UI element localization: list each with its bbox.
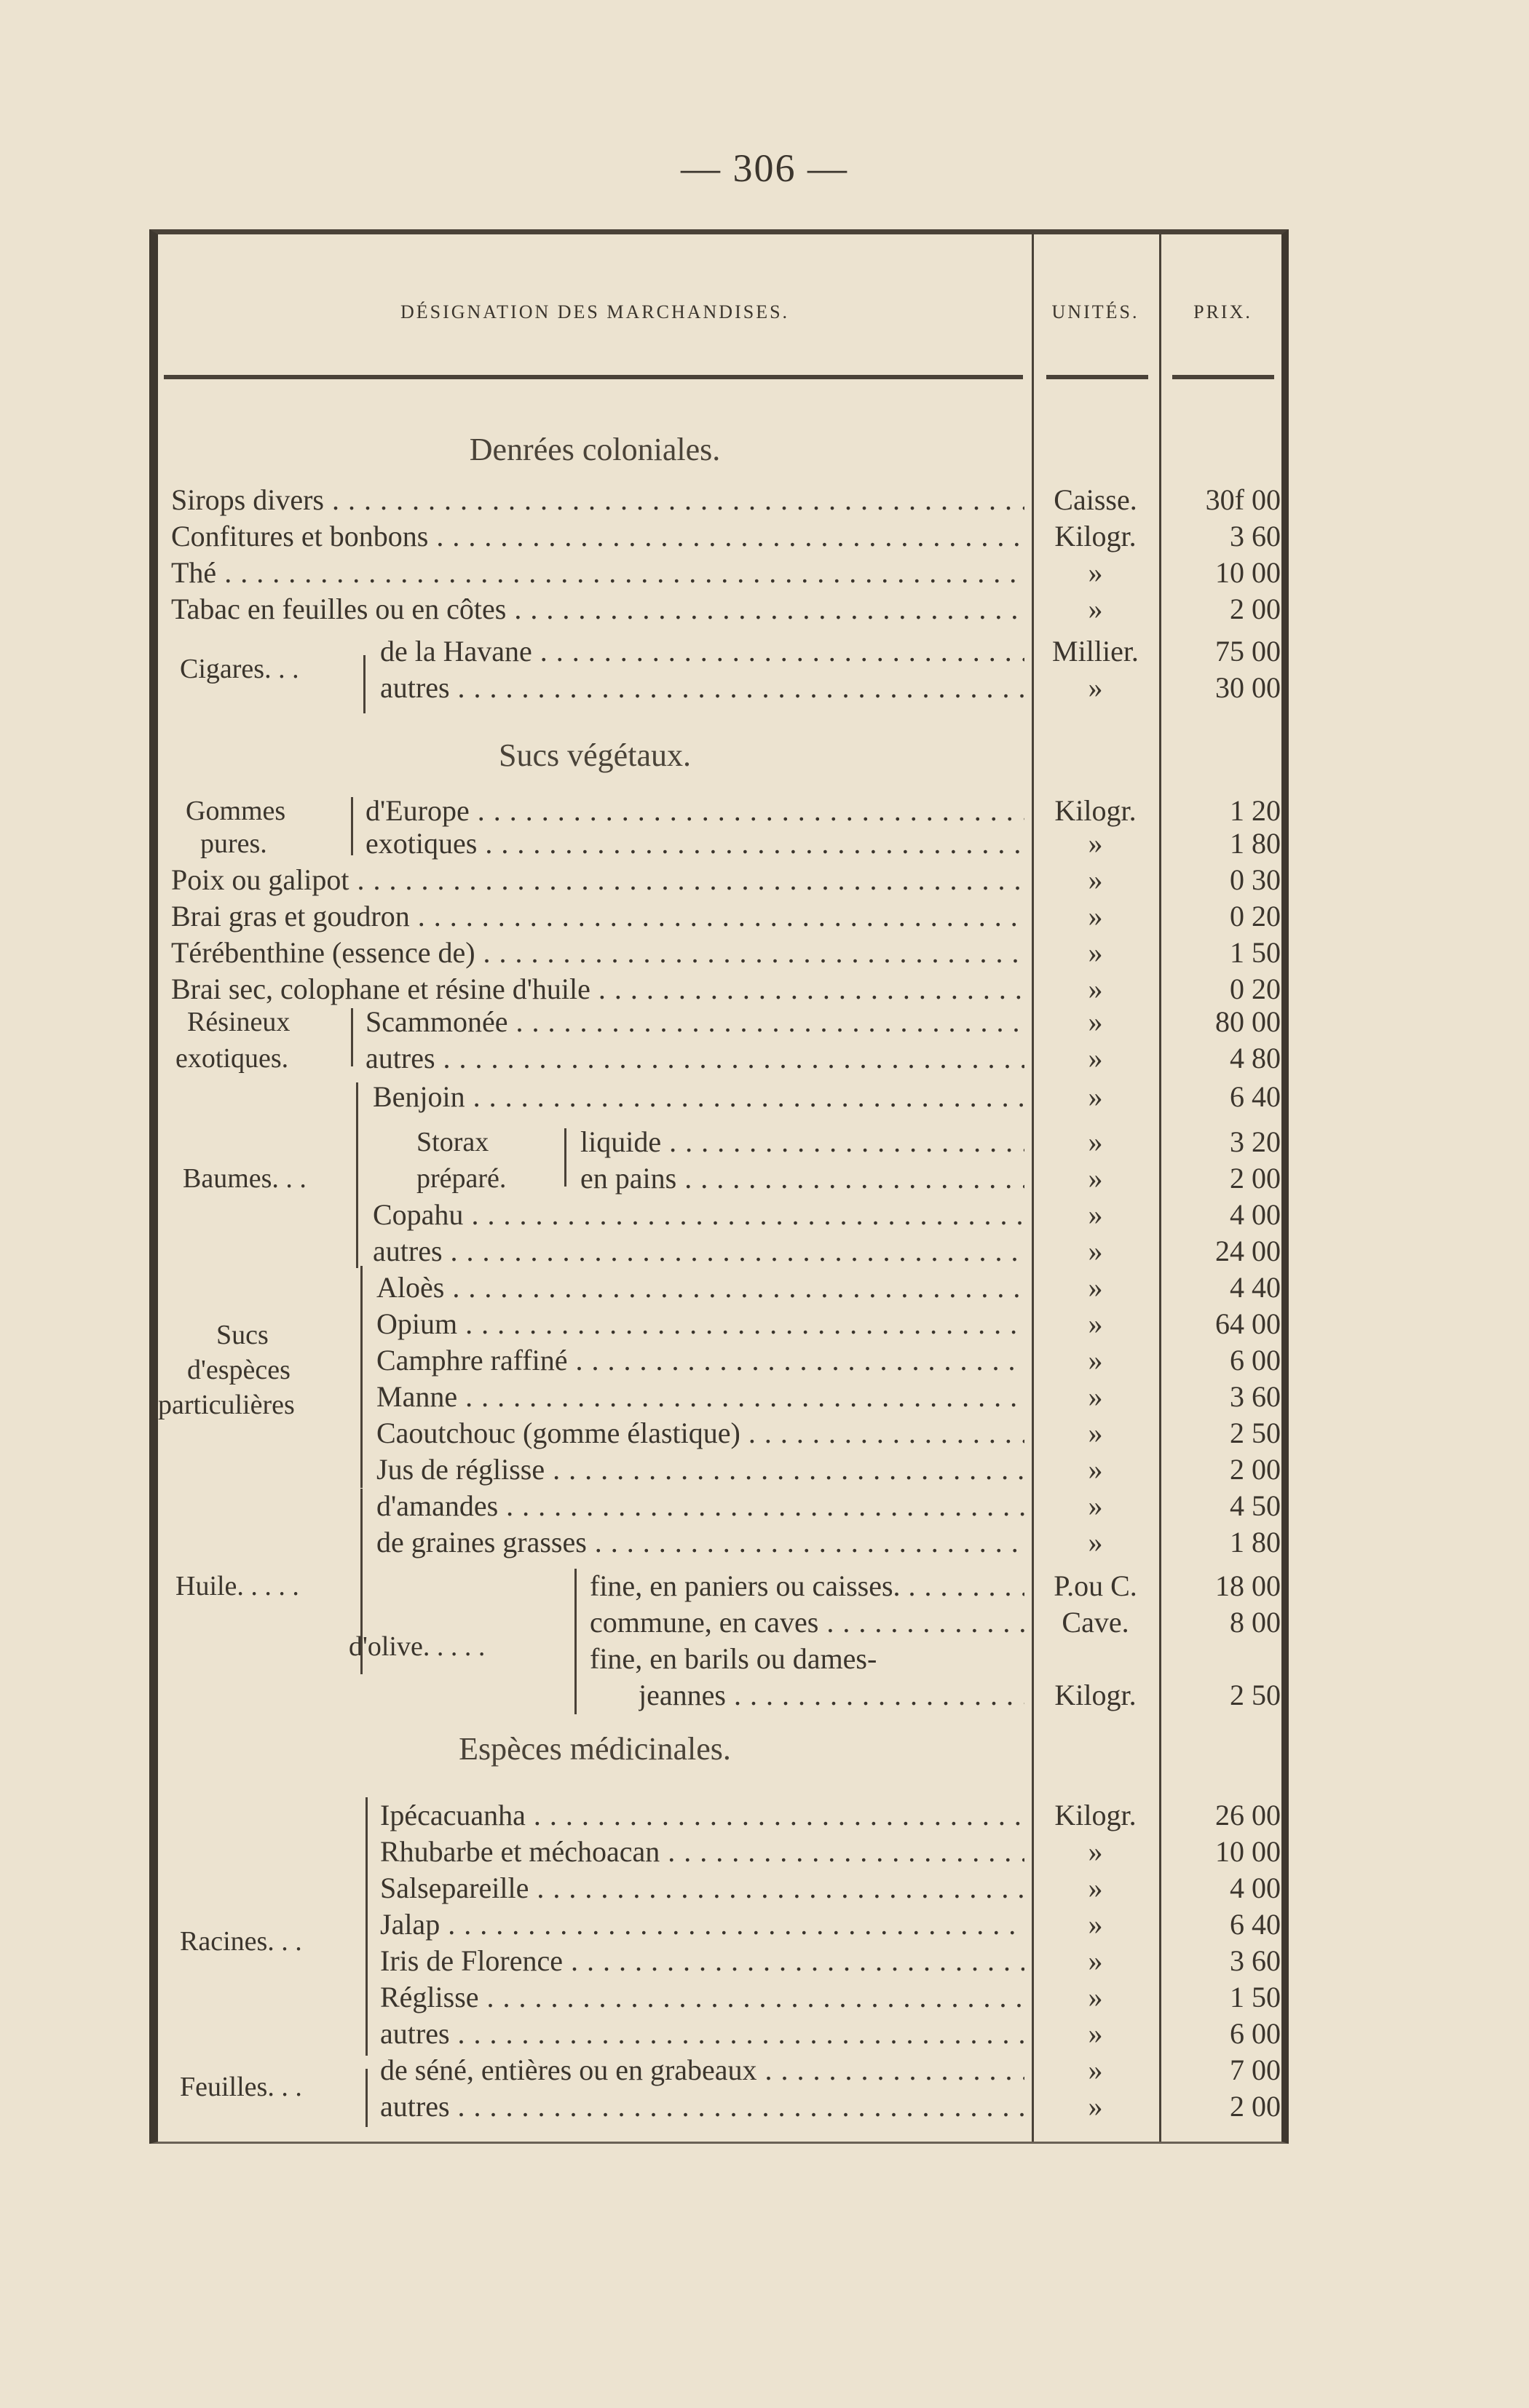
row-price: 2 50 [1230, 1417, 1281, 1449]
row-unit: Kilogr. [1054, 1679, 1137, 1711]
row-unit: » [1088, 1005, 1103, 1038]
row-unit: » [1088, 1453, 1103, 1486]
row-unit: » [1088, 556, 1103, 589]
table-row [158, 971, 1287, 1007]
row-label: Camphre raffiné . . . [376, 1342, 1024, 1379]
group-label: Storax [416, 1127, 489, 1157]
row-price: 10 00 [1215, 556, 1281, 589]
row-label: Tabac en feuilles ou en côtes . . . [171, 591, 1024, 627]
header-rule [1172, 375, 1274, 379]
section-title: Espèces médicinales. [459, 1731, 731, 1767]
row-label: de séné, entières ou en grabeaux . . . [380, 2052, 1024, 2088]
row-label: autres . . . [380, 2088, 1024, 2125]
row-unit: » [1088, 671, 1103, 704]
row-label: Salsepareille . . . [380, 1870, 1024, 1906]
group-label: préparé. [416, 1163, 507, 1194]
table-row [158, 518, 1287, 555]
row-label: autres . . . [373, 1233, 1024, 1270]
row-price: 0 30 [1230, 863, 1281, 896]
table-row [158, 2052, 1287, 2088]
table-row [158, 1306, 1287, 1342]
row-unit: » [1088, 900, 1103, 932]
header-rule [164, 375, 1023, 379]
table-row [158, 1079, 1287, 1115]
row-unit: » [1088, 1489, 1103, 1522]
row-unit: » [1088, 1380, 1103, 1413]
row-price: 6 40 [1230, 1080, 1281, 1113]
row-unit: Cave. [1062, 1606, 1129, 1639]
table-row [158, 1524, 1287, 1561]
table-row [158, 898, 1287, 935]
table-row [158, 1342, 1287, 1379]
row-price: 1 20 [1230, 794, 1281, 827]
row-label: fine, en paniers ou caisses. . . . [590, 1568, 1024, 1604]
row-label: Rhubarbe et méchoacan . . . [380, 1834, 1024, 1870]
page-number: — 306 — [681, 146, 848, 190]
row-price: 3 60 [1230, 1944, 1281, 1977]
row-price: 2 00 [1230, 593, 1281, 625]
table-row [158, 1834, 1287, 1870]
group-label: d'espèces [187, 1355, 291, 1385]
row-unit: » [1088, 1526, 1103, 1559]
row-price: 1 50 [1230, 936, 1281, 969]
table-row [158, 1797, 1287, 1834]
row-label: de graines grasses . . . [376, 1524, 1024, 1561]
row-unit: » [1088, 2090, 1103, 2123]
table-row [158, 1451, 1287, 1488]
group-label: Baumes. . . [183, 1163, 307, 1194]
table-row [158, 1641, 1287, 1677]
table-row [158, 1197, 1287, 1233]
row-unit: » [1088, 936, 1103, 969]
row-unit: » [1088, 1271, 1103, 1304]
price-table [149, 229, 1289, 2144]
row-unit: Kilogr. [1054, 794, 1137, 827]
row-unit: P.ou C. [1054, 1569, 1137, 1602]
row-price: 2 00 [1230, 1162, 1281, 1195]
row-label: Brai sec, colophane et résine d'huile . . . [171, 971, 1024, 1007]
row-label: Caoutchouc (gomme élastique) . . . [376, 1415, 1024, 1451]
row-price: 64 00 [1215, 1307, 1281, 1340]
table-row [158, 1488, 1287, 1524]
row-label: Réglisse . . . [380, 1979, 1024, 2016]
section-title: Denrées coloniales. [469, 432, 721, 467]
table-row [158, 935, 1287, 971]
table-row [158, 1568, 1287, 1604]
row-label: Iris de Florence . . . [380, 1943, 1024, 1979]
table-row [158, 1124, 1287, 1160]
table-row [158, 825, 1287, 862]
row-price: 30 00 [1215, 671, 1281, 704]
row-price: 6 00 [1230, 2017, 1281, 2050]
group-label: Feuilles. . . [180, 2072, 302, 2102]
row-unit: » [1088, 863, 1103, 896]
row-unit: » [1088, 1198, 1103, 1231]
table-row [158, 591, 1287, 627]
group-label: Huile. . . . . [175, 1571, 299, 1601]
table-row [158, 1979, 1287, 2016]
row-price: 3 20 [1230, 1125, 1281, 1158]
row-price: 1 80 [1230, 1526, 1281, 1559]
table-row [158, 555, 1287, 591]
header-unites: UNITÉS. [1051, 301, 1139, 322]
table-row [158, 793, 1287, 829]
row-unit: » [1088, 1125, 1103, 1158]
row-label: Confitures et bonbons . . . [171, 518, 1024, 555]
row-label: jeannes . . . [639, 1677, 1024, 1714]
row-label: commune, en caves . . . [590, 1604, 1024, 1641]
row-label: Manne . . . [376, 1379, 1024, 1415]
table-row [158, 2088, 1287, 2125]
row-label: Térébenthine (essence de) . . . [171, 935, 1024, 971]
row-label: de la Havane . . . [380, 633, 1024, 670]
row-unit: » [1088, 827, 1103, 860]
table-row [158, 862, 1287, 898]
row-price: 75 00 [1215, 635, 1281, 668]
row-label: autres . . . [380, 670, 1024, 706]
table-row [158, 482, 1287, 518]
table-row [158, 1379, 1287, 1415]
row-price: 24 00 [1215, 1235, 1281, 1267]
row-price: 4 00 [1230, 1872, 1281, 1904]
row-price: 1 50 [1230, 1981, 1281, 2013]
row-unit: Millier. [1052, 635, 1139, 668]
row-price: 18 00 [1215, 1569, 1281, 1602]
row-price: 8 00 [1230, 1606, 1281, 1639]
table-row [158, 1270, 1287, 1306]
group-label: pures. [200, 828, 267, 859]
row-price: 10 00 [1215, 1835, 1281, 1868]
row-unit: » [1088, 1307, 1103, 1340]
group-label: d'olive. . . . . [349, 1631, 486, 1662]
row-price: 3 60 [1230, 520, 1281, 553]
row-price: 2 00 [1230, 1453, 1281, 1486]
row-price: 4 80 [1230, 1042, 1281, 1074]
row-price: 6 00 [1230, 1344, 1281, 1377]
row-unit: » [1088, 1944, 1103, 1977]
row-unit: Caisse. [1054, 483, 1137, 516]
table-row [158, 633, 1287, 670]
row-price: 2 00 [1230, 2090, 1281, 2123]
row-price: 0 20 [1230, 973, 1281, 1005]
row-unit: » [1088, 1042, 1103, 1074]
row-price: 1 80 [1230, 827, 1281, 860]
row-label: d'Europe . . . [366, 793, 1024, 829]
row-unit: » [1088, 1235, 1103, 1267]
header-designation: DÉSIGNATION DES MARCHANDISES. [400, 301, 790, 322]
group-label: Cigares. . . [180, 654, 299, 684]
row-label: Jus de réglisse . . . [376, 1451, 1024, 1488]
group-label: Racines. . . [180, 1926, 302, 1957]
row-label: Brai gras et goudron . . . [171, 898, 1024, 935]
row-label: Thé . . . [171, 555, 1024, 591]
row-label: exotiques . . . [366, 825, 1024, 862]
row-unit: » [1088, 1872, 1103, 1904]
row-price: 4 40 [1230, 1271, 1281, 1304]
row-label: Copahu . . . [373, 1197, 1024, 1233]
row-price: 2 50 [1230, 1679, 1281, 1711]
section-title: Sucs végétaux. [499, 737, 691, 773]
row-price: 6 40 [1230, 1908, 1281, 1941]
row-price: 80 00 [1215, 1005, 1281, 1038]
table-row [158, 2016, 1287, 2052]
row-label: Sirops divers . . . [171, 482, 1024, 518]
row-label: Scammonée . . . [366, 1004, 1024, 1040]
row-unit: » [1088, 973, 1103, 1005]
row-unit: » [1088, 1981, 1103, 2013]
row-label: autres . . . [366, 1040, 1024, 1077]
group-label: Résineux [187, 1007, 291, 1037]
row-label: autres . . . [380, 2016, 1024, 2052]
row-label: Benjoin . . . [373, 1079, 1024, 1115]
row-unit: » [1088, 2017, 1103, 2050]
row-unit: » [1088, 1080, 1103, 1113]
row-price: 4 50 [1230, 1489, 1281, 1522]
table-row [158, 1604, 1287, 1641]
table-row [158, 1160, 1287, 1197]
row-price: 7 00 [1230, 2053, 1281, 2086]
table-row [158, 1040, 1287, 1077]
table-row [158, 1004, 1287, 1040]
row-label: Ipécacuanha . . . [380, 1797, 1024, 1834]
row-label: Aloès . . . [376, 1270, 1024, 1306]
row-label: Poix ou galipot . . . [171, 862, 1024, 898]
group-label: exotiques. [175, 1043, 289, 1074]
group-label: Gommes [186, 796, 286, 826]
table-row [158, 1233, 1287, 1270]
row-label: d'amandes . . . [376, 1488, 1024, 1524]
table-row [158, 1943, 1287, 1979]
group-label: Sucs [216, 1320, 269, 1350]
table-row [158, 1906, 1287, 1943]
row-unit: » [1088, 1344, 1103, 1377]
row-unit: » [1088, 2053, 1103, 2086]
header-prix: PRIX. [1193, 301, 1252, 322]
row-unit: » [1088, 1162, 1103, 1195]
row-label: en pains . . . [580, 1160, 1024, 1197]
row-price: 0 20 [1230, 900, 1281, 932]
row-label: Jalap . . . [380, 1906, 1024, 1943]
row-price: 26 00 [1215, 1799, 1281, 1831]
table-row [158, 1415, 1287, 1451]
row-label: fine, en barils ou dames- [590, 1642, 877, 1675]
row-unit: » [1088, 593, 1103, 625]
row-unit: » [1088, 1835, 1103, 1868]
row-price: 3 60 [1230, 1380, 1281, 1413]
row-unit: Kilogr. [1054, 520, 1137, 553]
row-price: 4 00 [1230, 1198, 1281, 1231]
table-row [158, 1870, 1287, 1906]
row-price: 30f 00 [1205, 483, 1281, 516]
row-unit: » [1088, 1417, 1103, 1449]
table-row [158, 1677, 1287, 1714]
group-label: particulières [158, 1390, 295, 1420]
row-unit: » [1088, 1908, 1103, 1941]
row-label: liquide . . . [580, 1124, 1024, 1160]
header-rule [1046, 375, 1148, 379]
row-unit: Kilogr. [1054, 1799, 1137, 1831]
row-label: Opium . . . [376, 1306, 1024, 1342]
table-row [158, 670, 1287, 706]
